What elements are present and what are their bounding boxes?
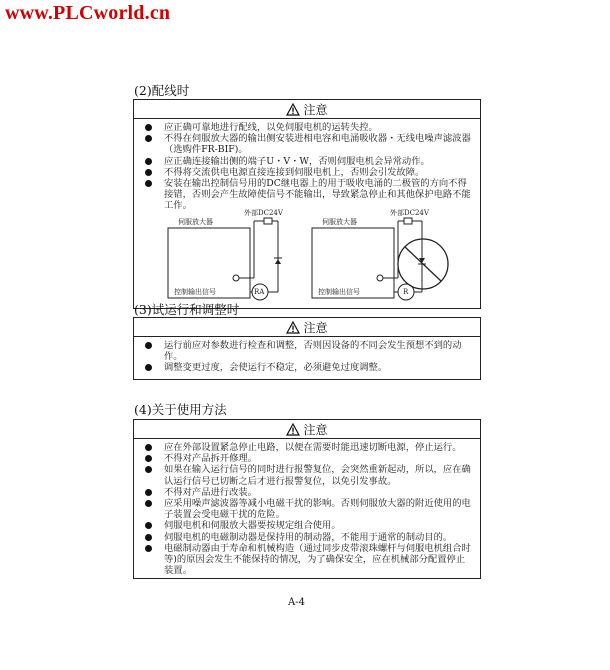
list-item: 应正确连接输出侧的端子U・V・W，否则伺服电机会异常动作。 [140, 156, 474, 167]
warning-icon [286, 423, 300, 436]
list-item: 不得对产品进行改装。 [140, 487, 474, 498]
list-item: 应正确可靠地进行配线，以免伺服电机的运转失控。 [140, 122, 474, 133]
control-output-label: 控制输出信号 [318, 287, 360, 296]
list-item: 应采用噪声滤波器等减小电磁干扰的影响。否则伺服放大器的附近使用的电子装置会受电磁干扰的危险。 [140, 498, 474, 520]
section-title-wiring: (2)配线时 [134, 83, 190, 98]
relay-ra-label: RA [254, 287, 265, 296]
warning-icon [286, 321, 300, 334]
list-item: 如果在输入运行信号的同时进行报警复位，会突然重新起动，所以，应在确认运行信号已切断之后才进行报警复位，以免引发事故。 [140, 464, 474, 486]
list-item: 不得对产品拆开修理。 [140, 453, 474, 464]
control-output-label: 控制输出信号 [174, 287, 216, 296]
servo-amp-label: 伺服放大器 [178, 217, 213, 226]
list-item: 应在外部设置紧急停止电路，以便在需要时能迅速切断电源，停止运行。 [140, 442, 474, 453]
servo-amp-label: 伺服放大器 [322, 217, 357, 226]
dc24v-label: 外部DC24V [244, 208, 283, 217]
caution-list [134, 337, 480, 379]
watermark-text: www.PLCworld.cn [5, 2, 171, 24]
list-item: 安装在输出控制信号用的DC继电器上的用于吸收电涌的二极管的方向不得接错，否则会产生故障使信号不能输出，导致紧急停止和其他保护电路不能工作。 [140, 178, 474, 212]
list-item: 运行前应对参数进行检查和调整，否则因设备的不同会发生预想不到的动作。 [140, 340, 474, 362]
caution-label: 注意 [303, 422, 328, 437]
warning-icon [286, 103, 300, 116]
dc24v-label: 外部DC24V [390, 208, 429, 217]
list-item: 伺服电机和伺服放大器要按规定组合使用。 [140, 520, 474, 531]
list-item: 调整变更过度，会使运行不稳定，必须避免过度调整。 [140, 362, 474, 373]
caution-header [134, 100, 480, 119]
caution-header [134, 420, 480, 439]
caution-label: 注意 [303, 102, 328, 117]
page-number: A-4 [288, 597, 305, 608]
list-item: 不得将交流供电电源直接连接到伺服电机上，否则会引发故障。 [140, 167, 474, 178]
list-item: 不得在伺服放大器的输出侧安装进相电容和电涌吸收器・无线电噪声滤波器（选购件FR-BIF)。 [140, 133, 474, 155]
relay-r-label: R [403, 287, 409, 296]
section-title-usage: (4)关于使用方法 [134, 402, 227, 417]
list-item: 伺服电机的电磁制动器是保持用的制动器，不能用于通常的制动目的。 [140, 532, 474, 543]
caution-box-usage [133, 419, 481, 579]
caution-list [134, 119, 480, 214]
section-title-trial-run: (3)试运行和调整时 [134, 302, 240, 317]
caution-box-wiring [133, 99, 481, 309]
relay-wiring-diagram [134, 208, 480, 308]
caution-header [134, 318, 480, 337]
caution-list [134, 439, 480, 578]
caution-label: 注意 [303, 320, 328, 335]
list-item: 电磁制动器由于寿命和机械构造（通过同步皮带滚珠螺杆与伺服电机组合时等)的原因会发生不能保持的情况，为了确保安全，应在机械部分配置停止装置。 [140, 543, 474, 577]
caution-box-trial-run [133, 317, 481, 380]
